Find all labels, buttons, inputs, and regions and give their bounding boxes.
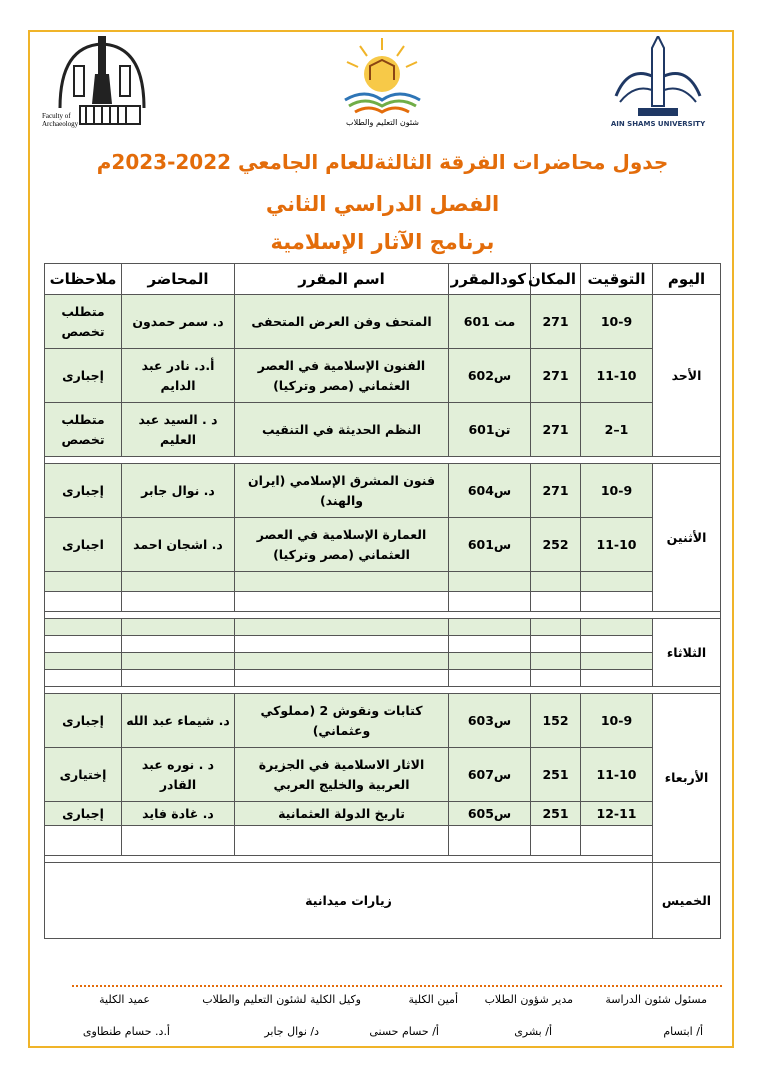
signature-name: أ/ بشرى bbox=[514, 1025, 552, 1038]
day-sunday: الأحد bbox=[653, 295, 721, 457]
signature-title: عميد الكلية bbox=[99, 993, 150, 1006]
table-row bbox=[45, 349, 721, 403]
cell-lecturer: د. شيماء عبد الله bbox=[122, 694, 235, 748]
program-title: برنامج الآثار الإسلامية bbox=[270, 230, 495, 254]
cell-place: 271 bbox=[531, 349, 581, 403]
cell-notes: إجبارى bbox=[45, 464, 122, 518]
header-code: كودالمقرر bbox=[449, 264, 531, 295]
day-monday: الأثنين bbox=[653, 464, 721, 612]
cell-place: 252 bbox=[531, 518, 581, 572]
header-place: المكان bbox=[531, 264, 581, 295]
cell-time: 10-9 bbox=[581, 694, 653, 748]
table-row-empty bbox=[45, 670, 721, 687]
cell-place: 251 bbox=[531, 802, 581, 826]
table-gap bbox=[45, 687, 721, 694]
cell-code: س607 bbox=[449, 748, 531, 802]
signature-name: أ.د. حسام طنطاوى bbox=[82, 1025, 170, 1038]
table-row bbox=[45, 802, 721, 826]
cell-course: فنون المشرق الإسلامي (ايران والهند) bbox=[235, 464, 449, 518]
table-row bbox=[45, 518, 721, 572]
cell-code: س603 bbox=[449, 694, 531, 748]
cell-lecturer: د. غادة فايد bbox=[122, 802, 235, 826]
signature-divider bbox=[72, 985, 722, 987]
cell-course: الفنون الإسلامية في العصر العثماني (مصر وتركيا) bbox=[235, 349, 449, 403]
day-thursday: الخميس bbox=[653, 863, 721, 939]
signature-title: أمين الكلية bbox=[408, 993, 458, 1006]
cell-code: س601 bbox=[449, 518, 531, 572]
table-row-empty bbox=[45, 826, 721, 856]
cell-code: تن601 bbox=[449, 403, 531, 457]
cell-time: 12-11 bbox=[581, 802, 653, 826]
cell-time: 10-9 bbox=[581, 464, 653, 518]
cell-lecturer: أ.د. نادر عبد الدايم bbox=[122, 349, 235, 403]
cell-lecturer: د. اشجان احمد bbox=[122, 518, 235, 572]
cell-lecturer: د. سمر حمدون bbox=[122, 295, 235, 349]
cell-notes: إجبارى bbox=[45, 802, 122, 826]
signature-title: مدير شؤون الطلاب bbox=[484, 993, 573, 1006]
cell-course: المتحف وفن العرض المتحفى bbox=[235, 295, 449, 349]
cell-notes: إجبارى bbox=[45, 349, 122, 403]
cell-notes: اجبارى bbox=[45, 518, 122, 572]
header-notes: ملاحظات bbox=[45, 264, 122, 295]
cell-course: تاريخ الدولة العثمانية bbox=[235, 802, 449, 826]
cell-notes: متطلب تخصص bbox=[45, 295, 122, 349]
cell-code: س604 bbox=[449, 464, 531, 518]
table-row bbox=[45, 748, 721, 802]
header-course: اسم المقرر bbox=[235, 264, 449, 295]
table-header-row bbox=[45, 264, 721, 295]
table-row-empty bbox=[45, 592, 721, 612]
table-row-empty bbox=[45, 619, 721, 636]
header-lecturer: المحاضر bbox=[122, 264, 235, 295]
cell-lecturer: د . السيد عبد العليم bbox=[122, 403, 235, 457]
cell-time: 1–2 bbox=[581, 403, 653, 457]
signature-name: أ/ ابتسام bbox=[663, 1025, 703, 1038]
header-time: التوقيت bbox=[581, 264, 653, 295]
university-emblem-icon bbox=[608, 36, 708, 120]
schedule-table bbox=[44, 263, 721, 939]
day-wednesday: الأربعاء bbox=[653, 694, 721, 863]
cell-code: س605 bbox=[449, 802, 531, 826]
cell-lecturer: د. نوال جابر bbox=[122, 464, 235, 518]
table-row-thursday bbox=[45, 863, 721, 939]
table-gap bbox=[45, 457, 721, 464]
signature-title: وكيل الكلية لشئون التعليم والطلاب bbox=[202, 993, 361, 1006]
cell-notes: إجبارى bbox=[45, 694, 122, 748]
cell-time: 11-10 bbox=[581, 349, 653, 403]
cell-time: 11-10 bbox=[581, 518, 653, 572]
table-row-empty bbox=[45, 636, 721, 653]
student-affairs-logo bbox=[335, 36, 430, 136]
cell-place: 152 bbox=[531, 694, 581, 748]
signature-name: أ/ حسام حسنى bbox=[369, 1025, 439, 1038]
header-day: اليوم bbox=[653, 264, 721, 295]
sun-book-emblem-icon bbox=[335, 36, 430, 116]
semester-title: الفصل الدراسي الثاني bbox=[265, 192, 500, 216]
table-row bbox=[45, 694, 721, 748]
faculty-logo bbox=[40, 36, 165, 136]
cell-course: كتابات ونقوش 2 (مملوكي وعثماني) bbox=[235, 694, 449, 748]
cell-place: 271 bbox=[531, 295, 581, 349]
field-visits-cell: زيارات ميدانية bbox=[45, 863, 653, 939]
signature-name: د/ نوال جابر bbox=[264, 1025, 319, 1038]
cell-notes: إختيارى bbox=[45, 748, 122, 802]
faculty-logo-text: Faculty of Archaeology bbox=[42, 112, 79, 128]
cell-course: العمارة الإسلامية في العصر العثماني (مصر وتركيا) bbox=[235, 518, 449, 572]
cell-code: س602 bbox=[449, 349, 531, 403]
table-row-empty bbox=[45, 653, 721, 670]
table-gap bbox=[45, 612, 721, 619]
table-row bbox=[45, 295, 721, 349]
table-gap bbox=[45, 856, 721, 863]
signature-title: مسئول شئون الدراسة bbox=[605, 993, 707, 1006]
cell-place: 271 bbox=[531, 403, 581, 457]
cell-course: النظم الحديثة في التنقيب bbox=[235, 403, 449, 457]
cell-lecturer: د . نوره عبد القادر bbox=[122, 748, 235, 802]
cell-time: 11-10 bbox=[581, 748, 653, 802]
table-row-empty bbox=[45, 572, 721, 592]
day-tuesday: الثلاثاء bbox=[653, 619, 721, 687]
table-row bbox=[45, 464, 721, 518]
university-logo-text: AIN SHAMS UNIVERSITY bbox=[610, 120, 706, 128]
cell-place: 251 bbox=[531, 748, 581, 802]
cell-code: مت 601 bbox=[449, 295, 531, 349]
table-row bbox=[45, 403, 721, 457]
cell-time: 10-9 bbox=[581, 295, 653, 349]
student-affairs-logo-text: شئون التعليم والطلاب bbox=[346, 118, 419, 127]
schedule-title: جدول محاضرات الفرقة الثالثةللعام الجامعي 2022-2023م bbox=[96, 150, 669, 174]
cell-notes: متطلب تخصص bbox=[45, 403, 122, 457]
cell-place: 271 bbox=[531, 464, 581, 518]
university-logo bbox=[608, 36, 708, 131]
cell-course: الاثار الاسلامية في الجزيرة العربية والخليج العربي bbox=[235, 748, 449, 802]
